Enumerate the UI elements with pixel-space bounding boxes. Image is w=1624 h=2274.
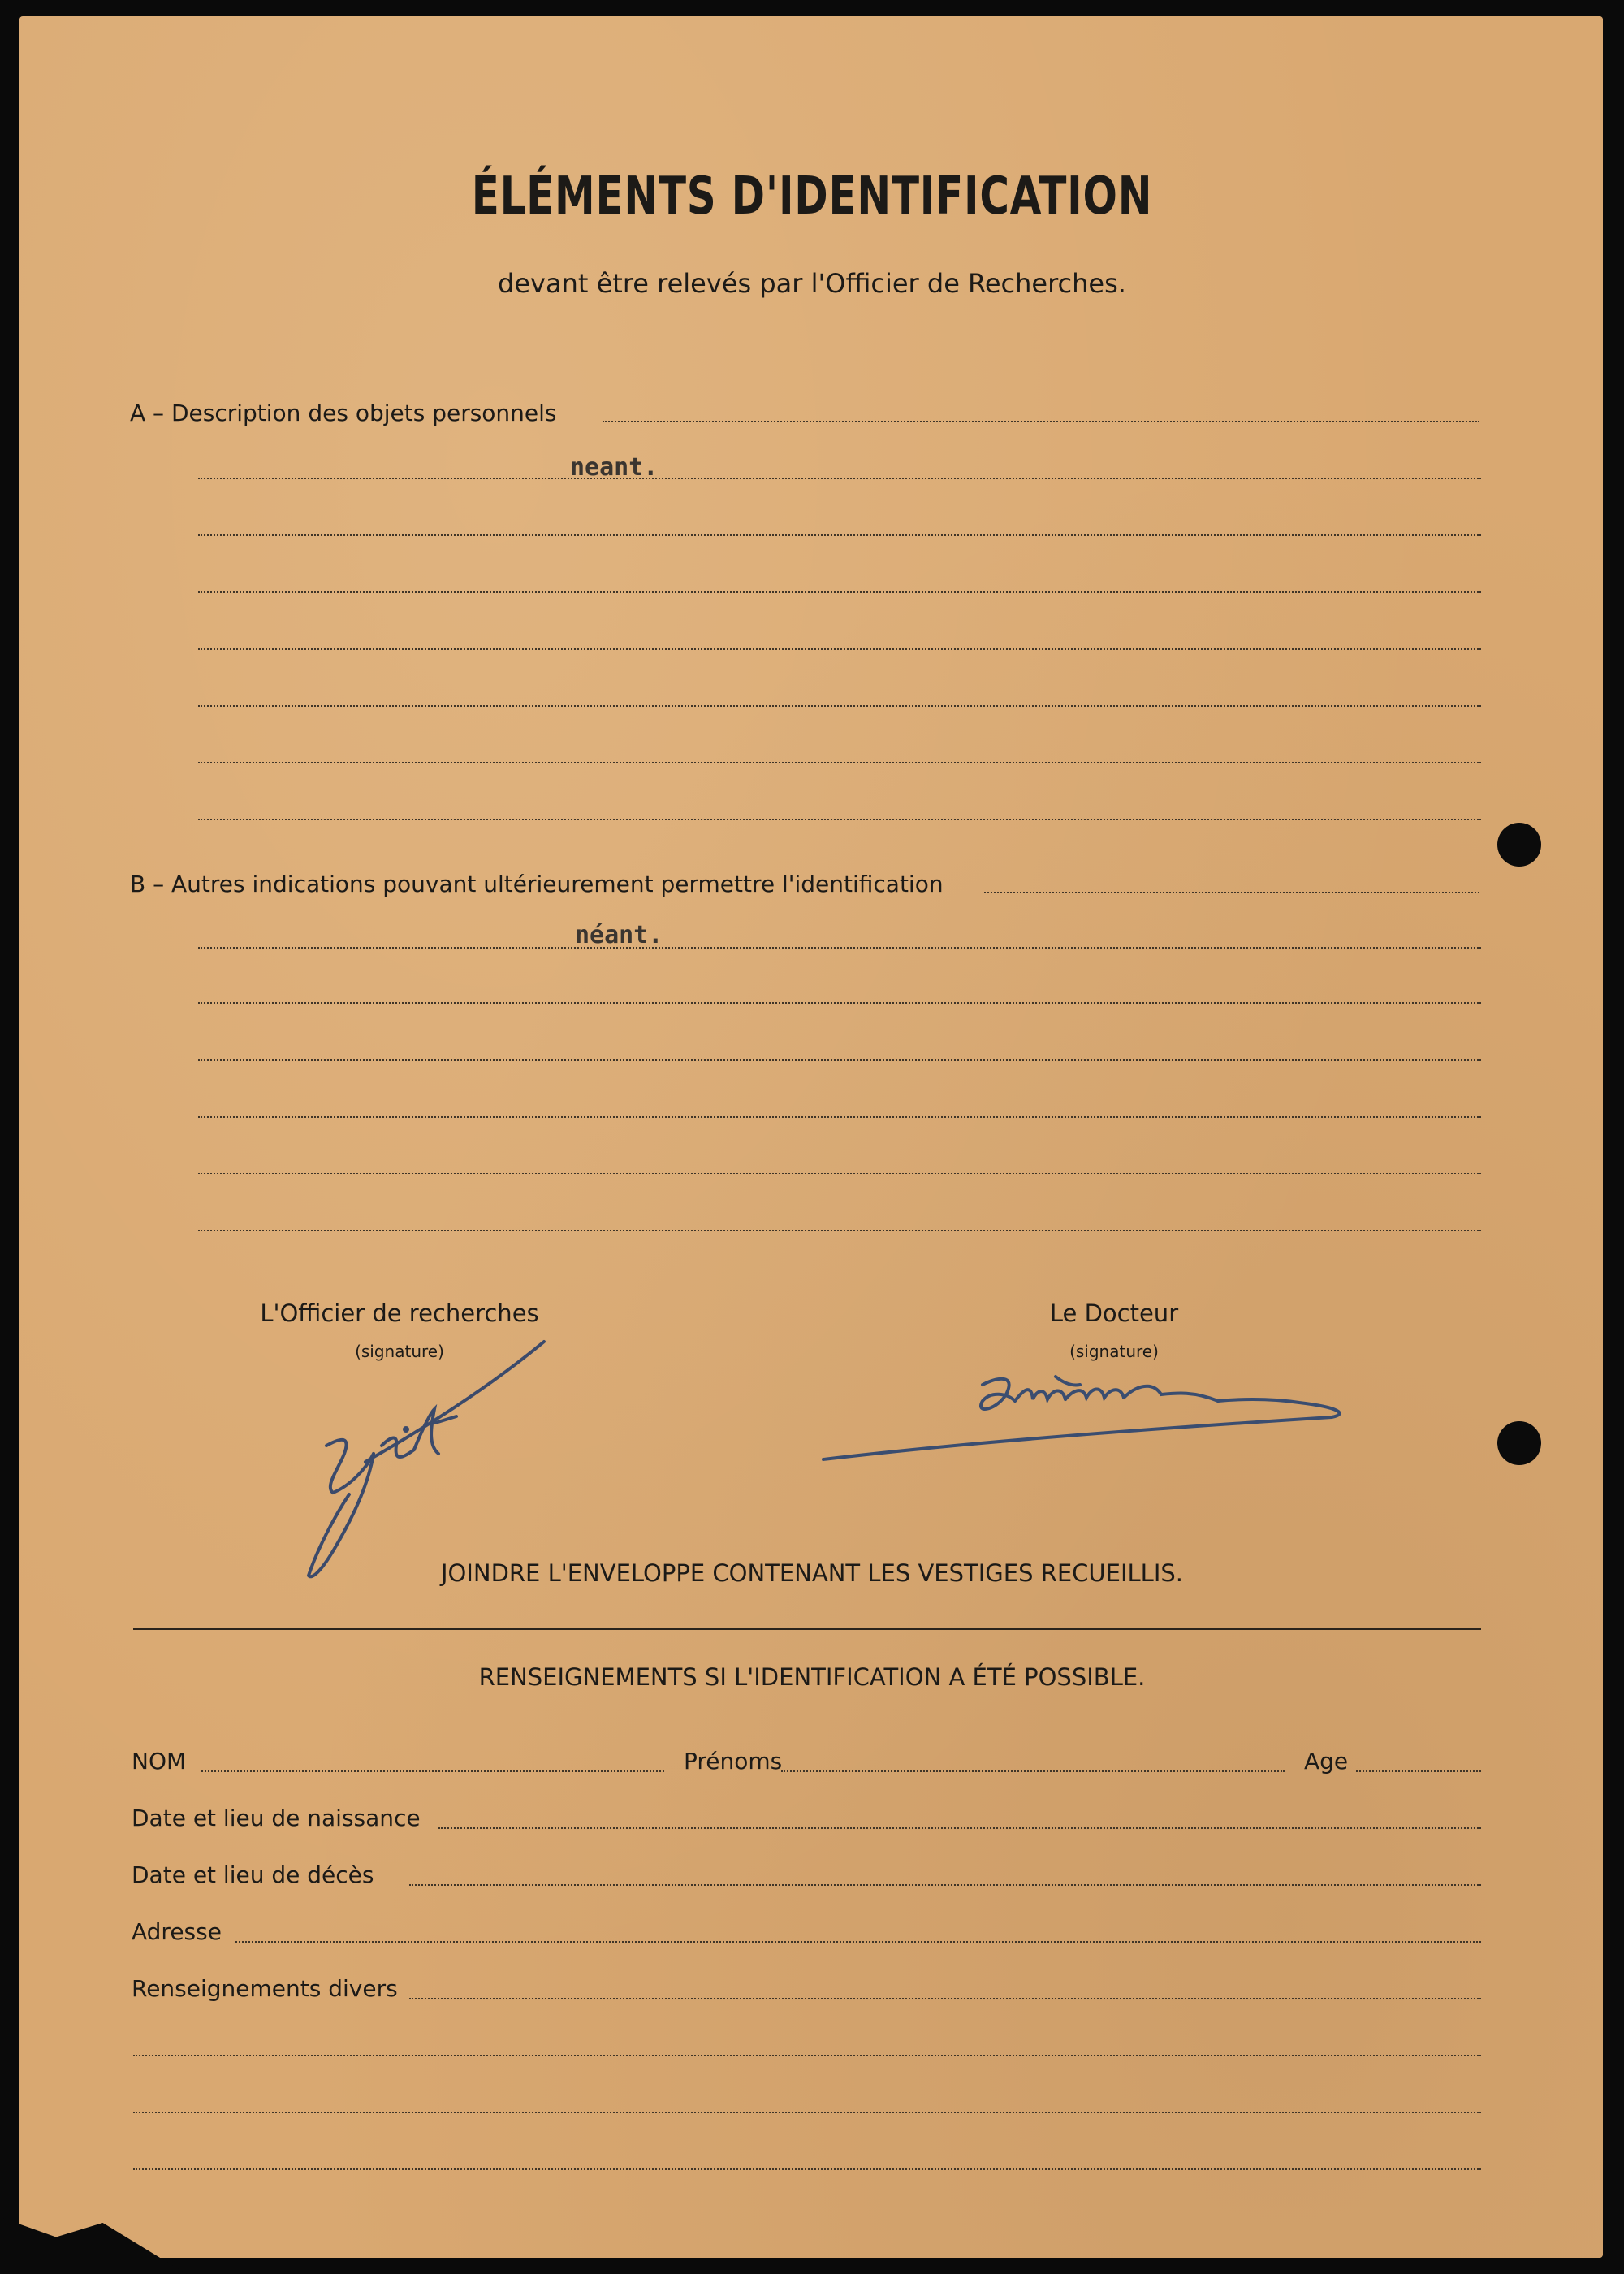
- naissance-field-line: [438, 1827, 1481, 1829]
- section-b-label: B – Autres indications pouvant ultérieurement permettre l'identification: [130, 871, 944, 897]
- section-a-line-8: [198, 819, 1481, 820]
- divers-label: Renseignements divers: [132, 1975, 398, 2002]
- form-page: [19, 16, 1603, 2258]
- adresse-label: Adresse: [132, 1918, 222, 1945]
- officer-signature-note: (signature): [355, 1342, 444, 1361]
- section-b-typed-value: néant.: [575, 921, 663, 949]
- section-a-line-2: [198, 478, 1481, 479]
- nom-label: NOM: [132, 1748, 187, 1775]
- divers-field-line-3: [133, 2112, 1481, 2113]
- prenoms-label: Prénoms: [684, 1748, 783, 1775]
- section-a-label: A – Description des objets personnels: [130, 400, 557, 426]
- divers-field-line-1: [409, 1998, 1481, 1999]
- section-a-line-7: [198, 762, 1481, 763]
- section-a-line-5: [198, 648, 1481, 650]
- doctor-signature-note: (signature): [1069, 1342, 1159, 1361]
- section-b-line-7: [198, 1230, 1481, 1231]
- adresse-field-line: [235, 1941, 1481, 1943]
- officer-title: L'Officier de recherches: [260, 1299, 539, 1327]
- nom-field-line: [201, 1770, 664, 1772]
- officer-signature: [276, 1332, 568, 1592]
- page-title: ÉLÉMENTS D'IDENTIFICATION: [471, 166, 1153, 227]
- section-b-line-5: [198, 1116, 1481, 1118]
- section-b-line-1: [984, 892, 1479, 893]
- deces-label: Date et lieu de décès: [132, 1861, 374, 1888]
- deces-field-line: [409, 1884, 1481, 1886]
- section-b-line-3: [198, 1002, 1481, 1004]
- punch-hole-bottom: [1497, 1421, 1541, 1465]
- page-subtitle: devant être relevés par l'Officier de Recherches.: [498, 268, 1126, 299]
- prenoms-field-line: [781, 1770, 1285, 1772]
- age-field-line: [1356, 1770, 1481, 1772]
- section-a-line-3: [198, 534, 1481, 536]
- divers-field-line-4: [133, 2168, 1481, 2170]
- naissance-label: Date et lieu de naissance: [132, 1805, 421, 1831]
- envelope-instruction: JOINDRE L'ENVELOPPE CONTENANT LES VESTIGES RECUEILLIS.: [440, 1559, 1184, 1587]
- section-a-line-4: [198, 591, 1481, 593]
- doctor-title: Le Docteur: [1049, 1299, 1179, 1327]
- doctor-signature: [812, 1352, 1364, 1474]
- section-a-line-6: [198, 705, 1481, 707]
- punch-hole-top: [1497, 823, 1541, 867]
- section-a-typed-value: neant.: [570, 453, 659, 482]
- identification-heading: RENSEIGNEMENTS SI L'IDENTIFICATION A ÉTÉ POSSIBLE.: [478, 1663, 1146, 1691]
- age-label: Age: [1304, 1748, 1349, 1775]
- section-b-line-4: [198, 1059, 1481, 1061]
- section-divider: [133, 1628, 1481, 1630]
- section-b-line-2: [198, 947, 1481, 949]
- section-b-line-6: [198, 1173, 1481, 1174]
- section-a-line-1: [603, 421, 1479, 422]
- divers-field-line-2: [133, 2055, 1481, 2056]
